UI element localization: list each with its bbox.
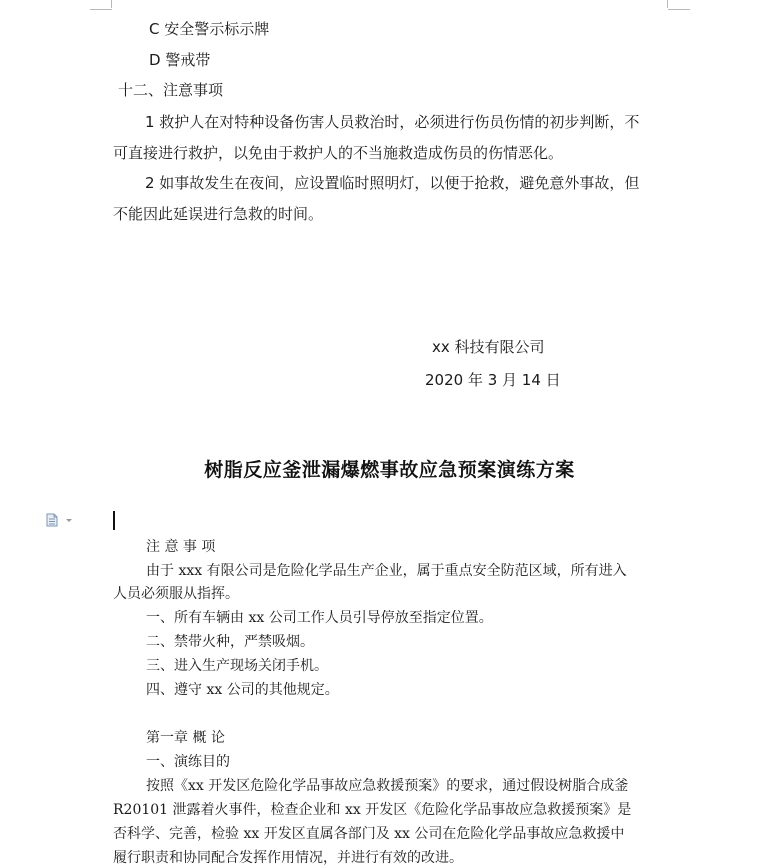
document-date: 2020 年 3 月 14 日 xyxy=(425,371,561,389)
para-1-line-2: 可直接进行救护，以免由于救护人的不当施救造成伤员的伤情恶化。 xyxy=(113,144,564,162)
body-line-1: 按照《xx 开发区危险化学品事故应急救援预案》的要求，通过假设树脂合成釜 xyxy=(146,778,629,794)
crop-mark-left-vertical xyxy=(111,0,112,8)
crop-mark-right xyxy=(668,0,690,10)
notice-heading: 注 意 事 项 xyxy=(146,539,216,555)
text-cursor xyxy=(113,511,115,530)
document-paste-options-icon[interactable] xyxy=(46,512,76,526)
notice-line-1a: 由于 xxx 有限公司是危险化学品生产企业，属于重点安全防范区域，所有进入 xyxy=(146,563,627,579)
notice-item-4: 四、遵守 xx 公司的其他规定。 xyxy=(146,682,339,698)
chapter-1-heading: 第一章 概 论 xyxy=(146,730,225,746)
body-line-4: 履行职责和协同配合发挥作用情况，并进行有效的改进。 xyxy=(113,850,463,866)
option-d: D 警戒带 xyxy=(149,51,211,69)
body-line-2: R20101 泄露着火事件，检查企业和 xx 开发区《危险化学品事故应急救援预案》是 xyxy=(113,802,632,818)
notice-item-1: 一、所有车辆由 xx 公司工作人员引导停放至指定位置。 xyxy=(146,610,493,626)
crop-mark-left xyxy=(90,0,112,10)
notice-line-1b: 人员必须服从指挥。 xyxy=(113,586,239,602)
para-2-line-2: 不能因此延误进行急救的时间。 xyxy=(113,205,324,223)
crop-mark-right-vertical xyxy=(667,0,668,8)
option-c: C 安全警示标示牌 xyxy=(149,20,270,38)
section-12-heading: 十二、注意事项 xyxy=(118,81,224,99)
para-2-line-1: 2 如事故发生在夜间，应设置临时照明灯，以便于抢救，避免意外事故，但 xyxy=(145,174,640,192)
body-line-3: 否科学、完善，检验 xx 开发区直属各部门及 xx 公司在危险化学品事故应急救援中 xyxy=(113,826,625,842)
para-1-line-1: 1 救护人在对特种设备伤害人员救治时，必须进行伤员伤情的初步判断，不 xyxy=(145,113,640,131)
notice-item-2: 二、禁带火种，严禁吸烟。 xyxy=(146,634,314,650)
document-title: 树脂反应釜泄漏爆燃事故应急预案演练方案 xyxy=(204,459,575,481)
chapter-1-section-1: 一、演练目的 xyxy=(146,754,230,770)
company-name: xx 科技有限公司 xyxy=(432,338,545,356)
notice-item-3: 三、进入生产现场关闭手机。 xyxy=(146,658,328,674)
